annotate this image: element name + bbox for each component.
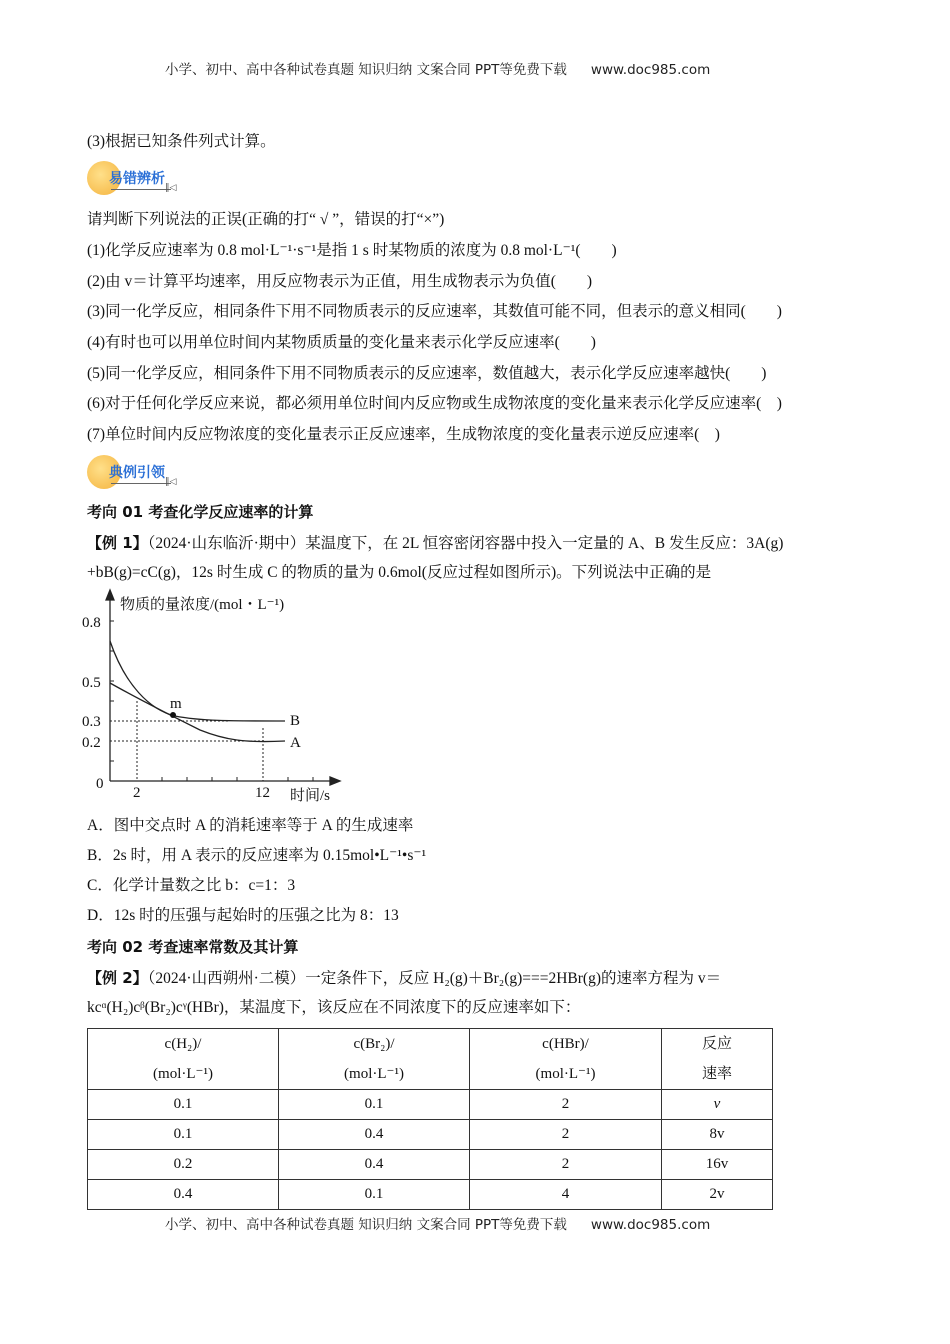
x-axis-arrow-icon xyxy=(330,777,340,785)
topic-text: 考向 01 考查化学反应速率的计算 xyxy=(87,503,314,521)
option-b: B．2s 时，用 A 表示的反应速率为 0.15mol•L⁻¹•s⁻¹ xyxy=(87,847,427,864)
y-axis-arrow-icon xyxy=(106,590,114,600)
judge-intro: 请判断下列说法的正误(正确的打“ √ ”，错误的打“×”) xyxy=(87,211,445,228)
example-2-line-2: kcᵅ(H₂)cᵝ(Br₂)cᵞ(HBr)，某温度下，该反应在不同浓度下的反应速率如下： xyxy=(87,999,581,1016)
table-row xyxy=(88,1090,773,1120)
option-a: A．图中交点时 A 的消耗速率等于 A 的生成速率 xyxy=(87,817,414,834)
header-line: (mol·L⁻¹) xyxy=(535,1066,596,1082)
cell: 2 xyxy=(470,1120,662,1150)
intro-line: (3)根据已知条件列式计算。 xyxy=(87,133,276,150)
footer-text: 小学、初中、高中各种试卷真题 知识归纳 文案合同 PPT等免费下载 xyxy=(165,1217,567,1233)
y-axis-label: 物质的量浓度/(mol・L⁻¹) xyxy=(120,597,285,613)
curve-b xyxy=(110,641,285,721)
header-cell xyxy=(662,1029,773,1090)
cell: 2v xyxy=(662,1180,773,1210)
curve-a-label: A xyxy=(290,735,301,751)
badge-label: 典例引领 xyxy=(109,465,165,481)
badge-label: 易错辨析 xyxy=(109,171,165,187)
cell: v xyxy=(662,1090,773,1120)
option-d: D．12s 时的压强与起始时的压强之比为 8：13 xyxy=(87,907,399,924)
statement: (6)对于任何化学反应来说，都必须用单位时间内反应物或生成物浓度的变化量来表示化学反应速率( ) xyxy=(87,395,782,412)
example-1-line-1 xyxy=(87,533,783,554)
header-line: c(H₂)/ xyxy=(164,1036,202,1052)
header-cell xyxy=(88,1029,279,1090)
header-line: (mol·L⁻¹) xyxy=(344,1066,404,1082)
cell: 0.1 xyxy=(279,1090,470,1120)
cell: 0.4 xyxy=(279,1150,470,1180)
header-line: (mol·L⁻¹) xyxy=(153,1066,213,1082)
header-text: 小学、初中、高中各种试卷真题 知识归纳 文案合同 PPT等免费下载 xyxy=(165,62,567,78)
x-tick-label: 2 xyxy=(133,785,141,801)
header-line: 反应 xyxy=(701,1036,732,1052)
footer-url[interactable]: www.doc985.com xyxy=(590,1217,711,1233)
cell: 0.1 xyxy=(279,1180,470,1210)
concentration-time-graph xyxy=(80,585,360,810)
page-header xyxy=(165,58,710,78)
statement: (4)有时也可以用单位时间内某物质质量的变化量来表示化学反应速率( ) xyxy=(87,334,596,351)
header-cell xyxy=(470,1029,662,1090)
cell: 2 xyxy=(470,1090,662,1120)
header-url[interactable]: www.doc985.com xyxy=(590,62,711,78)
example-text: （2024·山东临沂·期中）某温度下，在 2L 恒容密闭容器中投入一定量的 A、B 发生反应：3A(g) xyxy=(147,535,784,552)
cell: 0.2 xyxy=(88,1150,279,1180)
cell: 16v xyxy=(662,1150,773,1180)
cell: 0.1 xyxy=(88,1120,279,1150)
statement: (2)由 v＝计算平均速率，用反应物表示为正值，用生成物表示为负值( ) xyxy=(87,273,593,290)
statement: (5)同一化学反应，相同条件下用不同物质表示的反应速率，数值越大，表示化学反应速率越快( ) xyxy=(87,365,767,382)
example-1-line-2: +bB(g)=cC(g)，12s 时生成 C 的物质的量为 0.6mol(反应过程如图所示)。下列说法中正确的是 xyxy=(87,564,712,581)
cell: 0.1 xyxy=(88,1090,279,1120)
page-footer xyxy=(165,1213,710,1233)
point-label: m xyxy=(170,696,182,712)
cell: 0.4 xyxy=(279,1120,470,1150)
topic-text: 考向 02 考查速率常数及其计算 xyxy=(87,938,299,956)
y-tick-label: 0.8 xyxy=(82,615,101,631)
example-2-line-1 xyxy=(87,968,721,989)
y-tick-label: 0.5 xyxy=(82,675,101,691)
example-tag: 【例 1】 xyxy=(87,534,148,552)
rate-data-table xyxy=(87,1028,773,1210)
option-c: C．化学计量数之比 b：c=1：3 xyxy=(87,877,296,894)
cell: 4 xyxy=(470,1180,662,1210)
cell: 8v xyxy=(662,1120,773,1150)
table-header-row xyxy=(88,1029,773,1090)
header-line: c(HBr)/ xyxy=(542,1036,589,1052)
x-axis-label: 时间/s xyxy=(290,788,331,804)
topic-heading-1 xyxy=(87,502,313,523)
statement: (1)化学反应速率为 0.8 mol·L⁻¹·s⁻¹是指 1 s 时某物质的浓度为 0.8 mol·L⁻¹( ) xyxy=(87,242,617,259)
topic-heading-2 xyxy=(87,937,298,958)
section-badge-errors xyxy=(87,161,187,197)
header-cell xyxy=(279,1029,470,1090)
table-row xyxy=(88,1150,773,1180)
example-text: （2024·山西朔州·二模）一定条件下，反应 H₂(g)＋Br₂(g)===2HBr(g)的速率方程为 v＝ xyxy=(147,970,722,987)
curve-a xyxy=(110,683,285,742)
table-row xyxy=(88,1180,773,1210)
x-tick-label: 12 xyxy=(255,785,270,801)
badge-end-icon: ‖◁ xyxy=(165,183,177,193)
y-tick-label: 0.3 xyxy=(82,714,101,730)
header-line: c(Br₂)/ xyxy=(353,1036,395,1052)
y-tick-label: 0 xyxy=(96,776,104,792)
statement: (7)单位时间内反应物浓度的变化量表示正反应速率，生成物浓度的变化量表示逆反应速率( ) xyxy=(87,426,720,443)
statement: (3)同一化学反应，相同条件下用不同物质表示的反应速率，其数值可能不同，但表示的意义相同( ) xyxy=(87,303,782,320)
example-tag: 【例 2】 xyxy=(87,969,148,987)
section-badge-examples xyxy=(87,455,187,491)
curve-b-label: B xyxy=(290,713,301,729)
y-tick-label: 0.2 xyxy=(82,735,101,751)
intersection-point xyxy=(170,712,176,718)
cell: 0.4 xyxy=(88,1180,279,1210)
badge-end-icon: ‖◁ xyxy=(165,477,177,487)
table-row xyxy=(88,1120,773,1150)
header-line: 速率 xyxy=(701,1066,732,1082)
cell: 2 xyxy=(470,1150,662,1180)
